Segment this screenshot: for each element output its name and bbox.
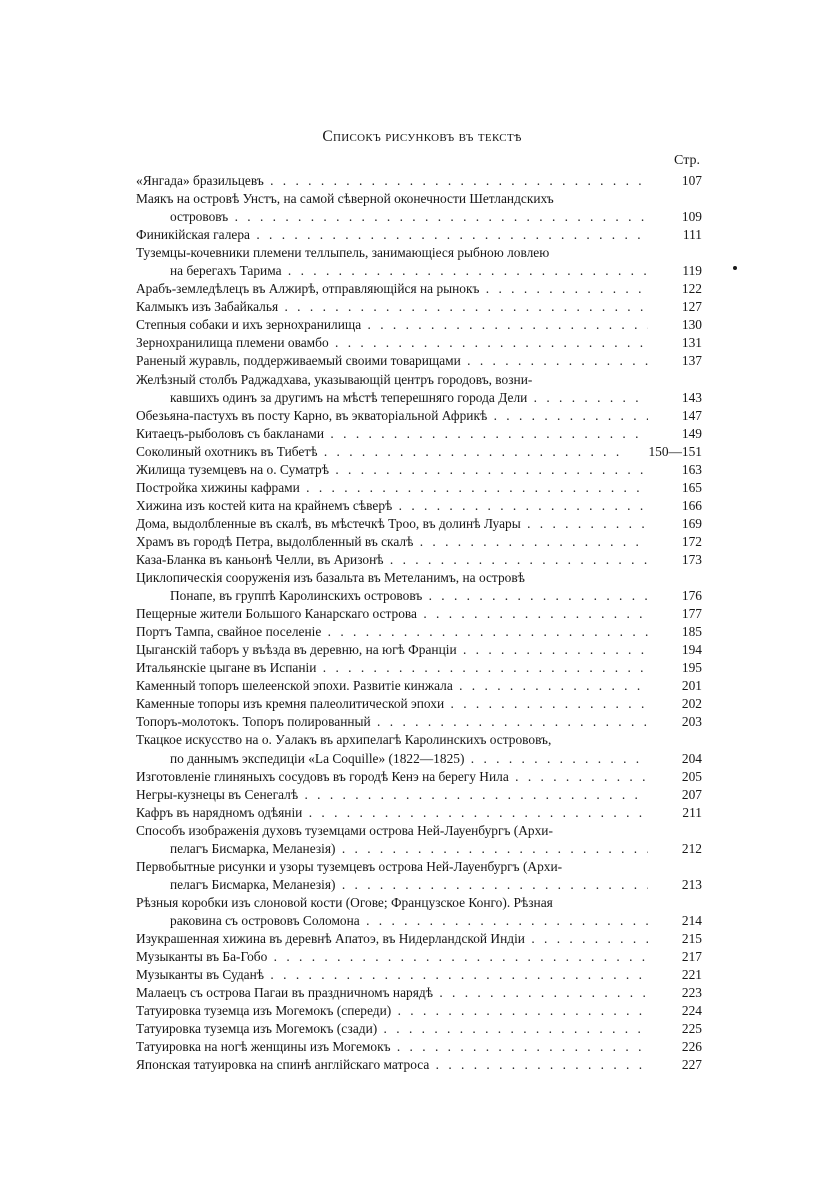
page-number: 122 <box>648 280 702 298</box>
page-number: 185 <box>648 623 702 641</box>
figure-caption <box>136 948 648 966</box>
caption-line: Каза-Бланка въ каньонѣ Челли, въ Аризонѣ . . . <box>136 551 648 569</box>
caption-line: Татуировка туземца изъ Могемокъ (сзади) . . . <box>136 1020 648 1038</box>
figure-caption <box>136 1056 648 1074</box>
page-number: 173 <box>648 551 702 569</box>
caption-line: Портъ Тампа, свайное поселеніе . . . <box>136 623 648 641</box>
page-number: 217 <box>648 948 702 966</box>
page-number: 172 <box>648 533 702 551</box>
list-item <box>136 1038 702 1056</box>
document-page <box>136 128 702 1074</box>
caption-line: Японская татуировка на спинѣ англійскаго матроса . . . <box>136 1056 648 1074</box>
page-number: 169 <box>648 515 702 533</box>
figure-caption <box>136 713 648 731</box>
caption-line: Каменные топоры изъ кремня палеолитической эпохи . . . <box>136 695 648 713</box>
caption-line: Постройка хижины кафрами . . . <box>136 479 648 497</box>
list-item <box>136 280 702 298</box>
page-number: 137 <box>648 352 702 370</box>
caption-line: Каменный топоръ шелеенской эпохи. Развитіе кинжала . . . <box>136 677 648 695</box>
page-number: 212 <box>648 840 702 858</box>
figure-caption <box>136 352 648 370</box>
page-number: 225 <box>648 1020 702 1038</box>
figure-caption <box>136 407 648 425</box>
list-item <box>136 894 702 930</box>
margin-dot <box>733 266 737 270</box>
list-item <box>136 731 702 767</box>
page-number: 109 <box>648 208 702 226</box>
figure-caption <box>136 334 648 352</box>
figure-caption <box>136 461 648 479</box>
page-number: 119 <box>648 262 702 280</box>
caption-line: Негры-кузнецы въ Сенегалѣ . . . <box>136 786 648 804</box>
caption-line: кавшихъ одинъ за другимъ на мѣстѣ теперешняго города Дели . . . <box>136 389 648 407</box>
caption-line: Цыганскій таборъ у въѣзда въ деревню, на югѣ Франціи . . . <box>136 641 648 659</box>
page-number: 207 <box>648 786 702 804</box>
caption-line: Рѣзныя коробки изъ слоновой кости (Огове; Французское Конго). Рѣзная <box>136 894 553 910</box>
list-item <box>136 695 702 713</box>
page-number: 213 <box>648 876 702 894</box>
caption-line: Циклопическія сооруженія изъ базальта въ Метеланимъ, на островѣ <box>136 570 525 586</box>
page-number: 111 <box>648 226 702 244</box>
figure-caption <box>136 443 628 461</box>
list-item <box>136 1002 702 1020</box>
figure-caption <box>136 894 648 930</box>
caption-line: Раненый журавль, поддерживаемый своими товарищами . . . <box>136 352 648 370</box>
list-item <box>136 804 702 822</box>
caption-line: Китаецъ-рыболовъ съ бакланами . . . <box>136 425 648 443</box>
page-number: 165 <box>648 479 702 497</box>
caption-line: Обезьяна-пастухъ въ посту Карно, въ экваторіальной Африкѣ . . . <box>136 407 648 425</box>
figure-caption <box>136 786 648 804</box>
page-number: 224 <box>648 1002 702 1020</box>
figure-caption <box>136 551 648 569</box>
caption-line: пелагъ Бисмарка, Меланезія) . . . <box>136 840 648 858</box>
list-item <box>136 659 702 677</box>
page-number: 127 <box>648 298 702 316</box>
page-number: 203 <box>648 713 702 731</box>
page-number: 227 <box>648 1056 702 1074</box>
page-number: 201 <box>648 677 702 695</box>
caption-line: Соколиный охотникъ въ Тибетѣ . . . <box>136 443 628 461</box>
caption-line: Степныя собаки и ихъ зернохранилища . . . <box>136 316 648 334</box>
caption-line: Ткацкое искусство на о. Уалакъ въ архипелагѣ Каролинскихъ острововъ, <box>136 732 552 748</box>
figure-caption <box>136 641 648 659</box>
list-item <box>136 1056 702 1074</box>
page-number: 221 <box>648 966 702 984</box>
caption-line: Топоръ-молотокъ. Топоръ полированный . . . <box>136 713 648 731</box>
figure-caption <box>136 533 648 551</box>
list-item <box>136 316 702 334</box>
page-number: 149 <box>648 425 702 443</box>
list-item <box>136 948 702 966</box>
caption-line: Пещерные жители Большого Канарскаго острова . . . <box>136 605 648 623</box>
list-item <box>136 569 702 605</box>
list-item <box>136 605 702 623</box>
page-number: 204 <box>648 750 702 768</box>
caption-line: «Янгада» бразильцевъ . . . <box>136 172 648 190</box>
figure-caption <box>136 677 648 695</box>
caption-line: Музыканты въ Ба-Гобо . . . <box>136 948 648 966</box>
caption-line: Музыканты въ Суданѣ . . . <box>136 966 648 984</box>
list-item <box>136 551 702 569</box>
list-item <box>136 244 702 280</box>
caption-line: Желѣзный столбъ Раджадхава, указывающій центръ городовъ, возни- <box>136 371 533 387</box>
figure-caption <box>136 659 648 677</box>
caption-line: на берегахъ Тарима . . . <box>136 262 648 280</box>
caption-line: Первобытные рисунки и узоры туземцевъ острова Ней-Лауенбургъ (Архи- <box>136 858 563 874</box>
figure-caption <box>136 984 648 1002</box>
page-number: 177 <box>648 605 702 623</box>
list-item <box>136 623 702 641</box>
caption-line: Способъ изображенія духовъ туземцами острова Ней-Лауенбургъ (Архи- <box>136 822 553 838</box>
caption-line: Кафръ въ нарядномъ одѣяніи . . . <box>136 804 648 822</box>
caption-line: Татуировка туземца изъ Могемокъ (спереди) . . . <box>136 1002 648 1020</box>
figure-caption <box>136 515 648 533</box>
caption-line: Хижина изъ костей кита на крайнемъ сѣверѣ . . . <box>136 497 648 515</box>
figure-caption <box>136 479 648 497</box>
figure-caption <box>136 623 648 641</box>
figure-caption <box>136 731 648 767</box>
figure-caption <box>136 804 648 822</box>
figure-caption <box>136 190 648 226</box>
page-number: 215 <box>648 930 702 948</box>
figure-caption <box>136 930 648 948</box>
figure-caption <box>136 695 648 713</box>
caption-line: Храмъ въ городѣ Петра, выдолбленный въ скалѣ . . . <box>136 533 648 551</box>
page-number: 226 <box>648 1038 702 1056</box>
list-item <box>136 858 702 894</box>
page-title: Списокъ рисунковъ въ текстѣ <box>322 128 522 145</box>
list-item <box>136 461 702 479</box>
figure-caption <box>136 298 648 316</box>
list-item <box>136 713 702 731</box>
list-item <box>136 677 702 695</box>
page-number: 147 <box>648 407 702 425</box>
list-item <box>136 930 702 948</box>
page-column-header: Стр. <box>674 153 700 168</box>
figure-caption <box>136 1002 648 1020</box>
page-number: 195 <box>648 659 702 677</box>
list-item <box>136 407 702 425</box>
list-item <box>136 497 702 515</box>
list-item <box>136 298 702 316</box>
figure-caption <box>136 425 648 443</box>
caption-line: Дома, выдолбленные въ скалѣ, въ мѣстечкѣ Троо, въ долинѣ Луары . . . <box>136 515 648 533</box>
page-number: 214 <box>648 912 702 930</box>
caption-line: Понапе, въ группѣ Каролинскихъ острововъ . . . <box>136 587 648 605</box>
page-number: 211 <box>648 804 702 822</box>
caption-line: Итальянскіе цыгане въ Испаніи . . . <box>136 659 648 677</box>
list-item <box>136 172 702 190</box>
figure-caption <box>136 768 648 786</box>
list-item <box>136 371 702 407</box>
page-number: 107 <box>648 172 702 190</box>
caption-line: пелагъ Бисмарка, Меланезія) . . . <box>136 876 648 894</box>
figure-caption <box>136 1038 648 1056</box>
figure-caption <box>136 226 648 244</box>
list-item <box>136 515 702 533</box>
list-item <box>136 641 702 659</box>
caption-line: Туземцы-кочевники племени теллыпель, занимающіеся рыбною ловлею <box>136 245 550 261</box>
caption-line: Изукрашенная хижина въ деревнѣ Апатоэ, въ Нидерландской Индіи . . . <box>136 930 648 948</box>
figure-caption <box>136 172 648 190</box>
list-item <box>136 352 702 370</box>
page-number: 143 <box>648 389 702 407</box>
figure-list <box>136 172 702 1074</box>
page-number: 205 <box>648 768 702 786</box>
figure-caption <box>136 858 648 894</box>
page-number: 130 <box>648 316 702 334</box>
figure-caption <box>136 497 648 515</box>
caption-line: Жилища туземцевъ на о. Суматрѣ . . . <box>136 461 648 479</box>
list-item <box>136 1020 702 1038</box>
figure-caption <box>136 1020 648 1038</box>
page-number: 176 <box>648 587 702 605</box>
figure-caption <box>136 316 648 334</box>
list-item <box>136 334 702 352</box>
caption-line: раковина съ острововъ Соломона . . . <box>136 912 648 930</box>
list-item <box>136 479 702 497</box>
caption-line: Арабъ-земледѣлецъ въ Алжирѣ, отправляющійся на рынокъ . . . <box>136 280 648 298</box>
figure-caption <box>136 569 648 605</box>
figure-caption <box>136 244 648 280</box>
list-item <box>136 443 702 461</box>
list-item <box>136 226 702 244</box>
caption-line: Калмыкъ изъ Забайкалья . . . <box>136 298 648 316</box>
figure-caption <box>136 822 648 858</box>
caption-line: Зернохранилища племени овамбо . . . <box>136 334 648 352</box>
list-item <box>136 966 702 984</box>
figure-caption <box>136 280 648 298</box>
list-item <box>136 984 702 1002</box>
page-number: 131 <box>648 334 702 352</box>
caption-line: Финикійская галера . . . <box>136 226 648 244</box>
page-number: 223 <box>648 984 702 1002</box>
caption-line: Татуировка на ногѣ женщины изъ Могемокъ . . . <box>136 1038 648 1056</box>
caption-line: Малаецъ съ острова Пагаи въ праздничномъ нарядѣ . . . <box>136 984 648 1002</box>
caption-line: острововъ . . . <box>136 208 648 226</box>
caption-line: Изготовленіе глиняныхъ сосудовъ въ городѣ Кенэ на берегу Нила . . . <box>136 768 648 786</box>
list-item <box>136 190 702 226</box>
list-item <box>136 786 702 804</box>
page-number: 150—151 <box>628 443 702 461</box>
page-number: 194 <box>648 641 702 659</box>
list-item <box>136 533 702 551</box>
page-number: 163 <box>648 461 702 479</box>
list-item <box>136 425 702 443</box>
page-number: 166 <box>648 497 702 515</box>
figure-caption <box>136 371 648 407</box>
caption-line: по даннымъ экспедиціи «La Coquille» (1822—1825) . . . <box>136 750 648 768</box>
caption-line: Маякъ на островѣ Унстъ, на самой сѣверной оконечности Шетландскихъ <box>136 191 554 207</box>
list-item <box>136 768 702 786</box>
page-number: 202 <box>648 695 702 713</box>
figure-caption <box>136 966 648 984</box>
figure-caption <box>136 605 648 623</box>
list-item <box>136 822 702 858</box>
